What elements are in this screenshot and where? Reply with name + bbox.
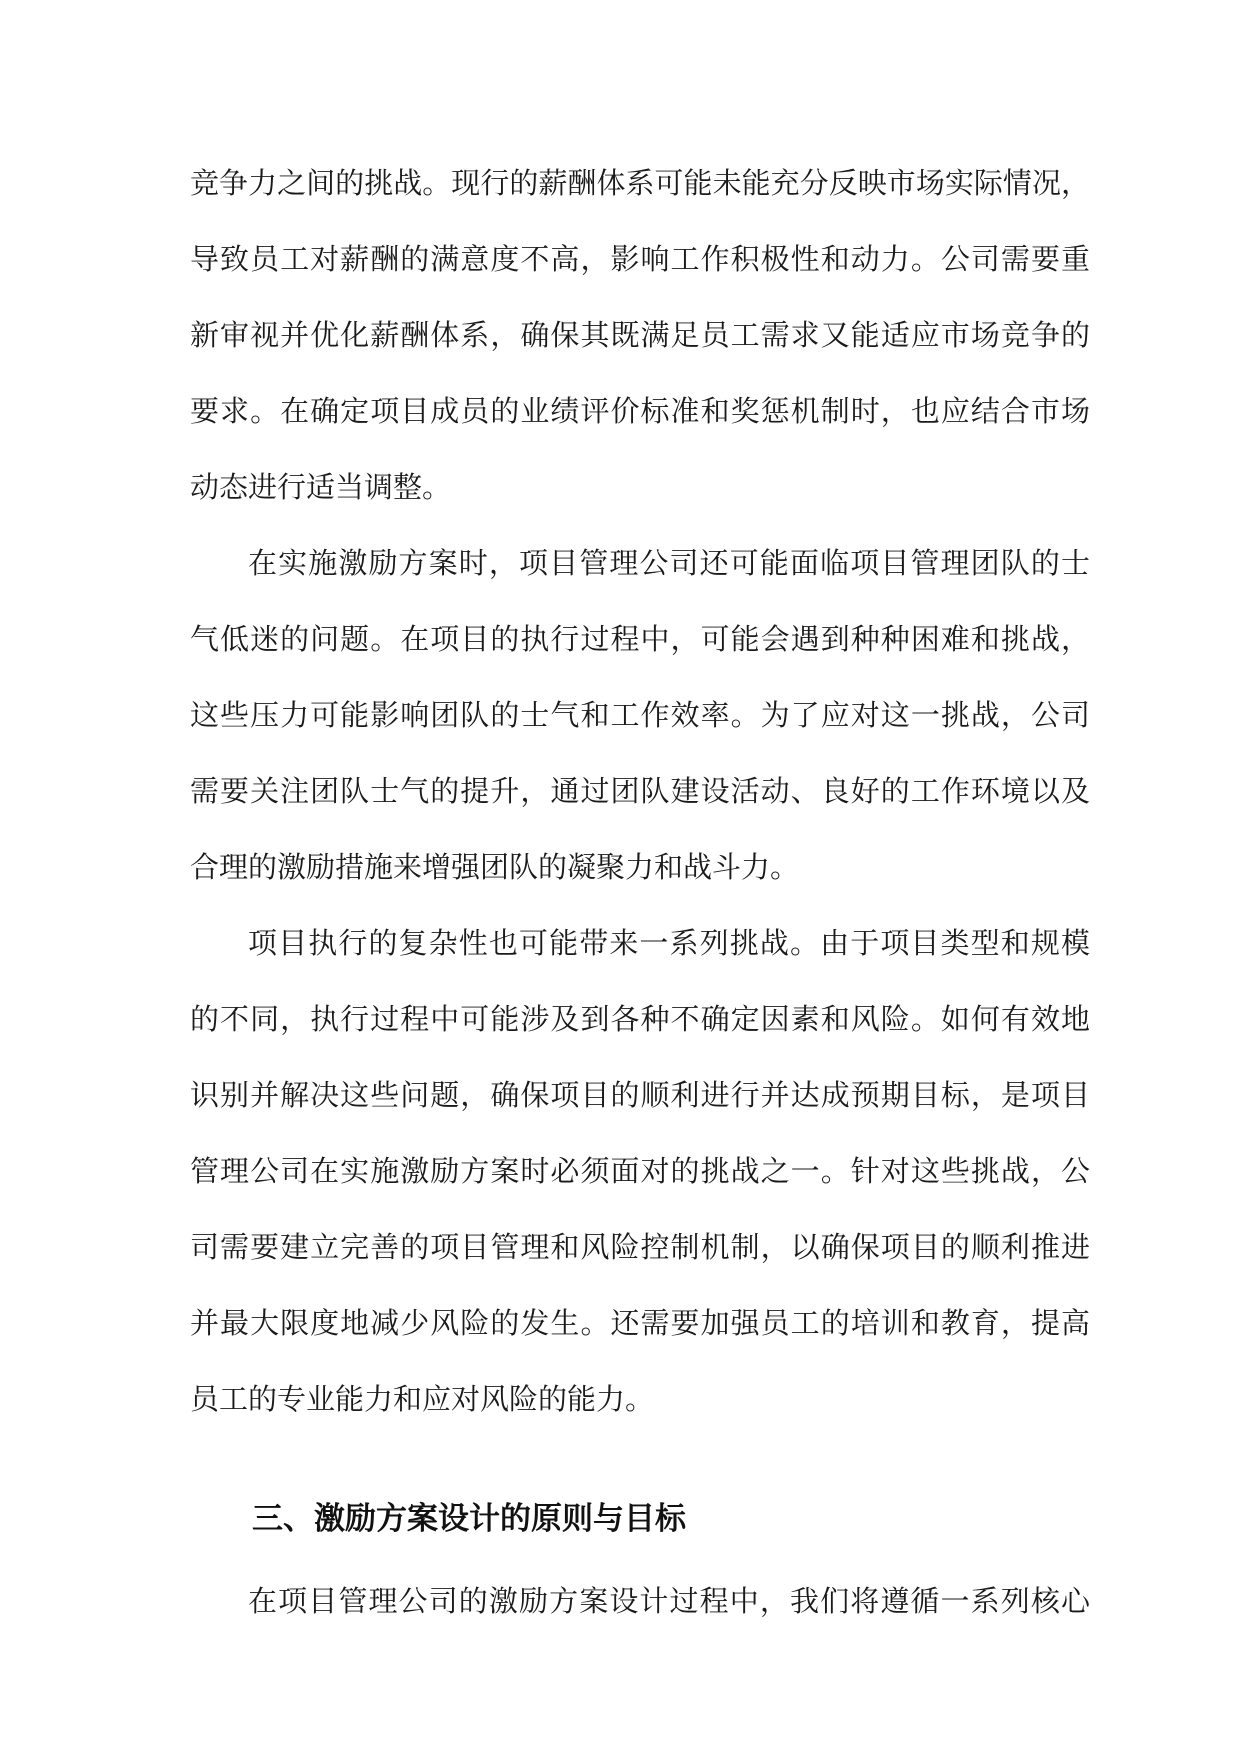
document-body [190,145,1090,1639]
text-line: 员工的专业能力和应对风险的能力。 [190,1382,655,1416]
text-line: 管理公司在实施激励方案时必须面对的挑战之一。针对这些挑战，公 [190,1154,1090,1188]
paragraph-team-morale [190,525,1090,905]
text-line: 合理的激励措施来增强团队的凝聚力和战斗力。 [190,850,800,884]
section-heading: 三、激励方案设计的原则与目标 [252,1501,686,1537]
paragraph-project-complexity [190,905,1090,1437]
text-line: 气低迷的问题。在项目的执行过程中，可能会遇到种种困难和挑战， [190,622,1090,656]
paragraph-salary-challenge [190,145,1090,525]
text-line: 并最大限度地减少风险的发生。还需要加强员工的培训和教育，提高 [190,1306,1090,1340]
text-line: 新审视并优化薪酬体系，确保其既满足员工需求又能适应市场竞争的 [190,318,1090,352]
text-line: 需要关注团队士气的提升，通过团队建设活动、良好的工作环境以及 [190,774,1090,808]
text-line: 项目执行的复杂性也可能带来一系列挑战。由于项目类型和规模 [248,926,1090,960]
text-line: 导致员工对薪酬的满意度不高，影响工作积极性和动力。公司需要重 [190,242,1090,276]
text-line: 动态进行适当调整。 [190,470,452,504]
text-line: 在实施激励方案时，项目管理公司还可能面临项目管理团队的士 [248,546,1090,580]
text-line: 要求。在确定项目成员的业绩评价标准和奖惩机制时，也应结合市场 [190,394,1090,428]
paragraph-design-principles [190,1563,1090,1639]
text-line: 这些压力可能影响团队的士气和工作效率。为了应对这一挑战，公司 [190,698,1090,732]
text-line: 竞争力之间的挑战。现行的薪酬体系可能未能充分反映市场实际情况， [190,166,1090,200]
text-line: 识别并解决这些问题，确保项目的顺利进行并达成预期目标，是项目 [190,1078,1090,1112]
text-line: 司需要建立完善的项目管理和风险控制机制，以确保项目的顺利推进 [190,1230,1090,1264]
text-line: 的不同，执行过程中可能涉及到各种不确定因素和风险。如何有效地 [190,1002,1090,1036]
text-line: 在项目管理公司的激励方案设计过程中，我们将遵循一系列核心 [248,1584,1090,1618]
